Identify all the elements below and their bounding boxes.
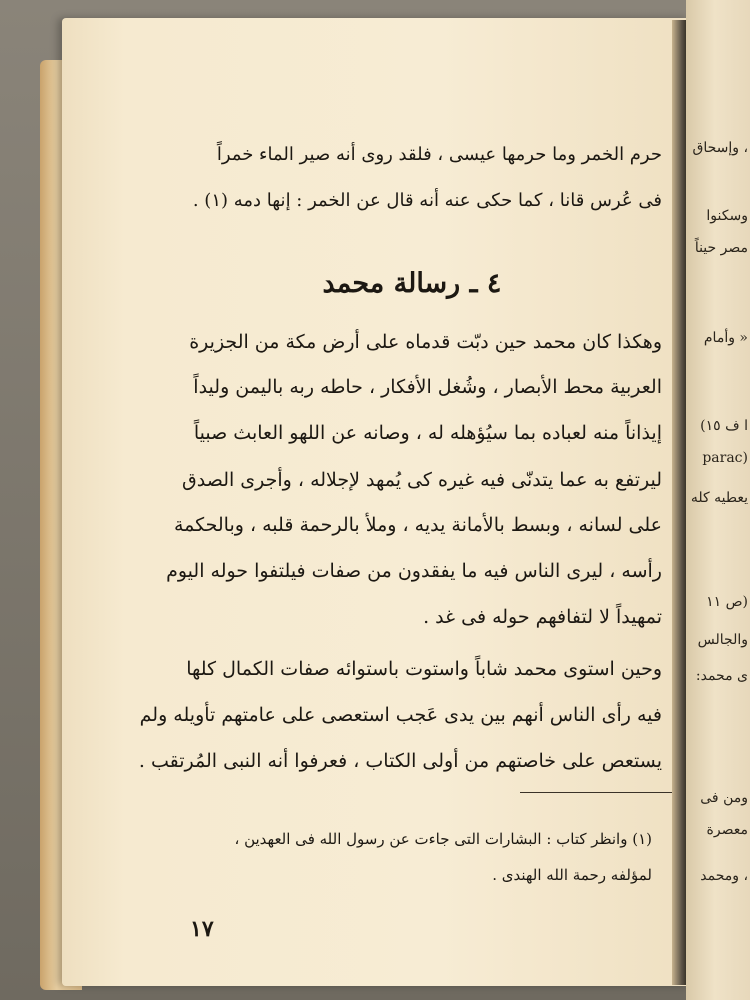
text-line: وهكذا كان محمد حين دبّت قدماه على أرض مكة من الجزيرة	[189, 331, 662, 353]
footnote-line: لمؤلفه رحمة الله الهندى .	[492, 866, 652, 884]
text-line: ليرتفع به عما يتدنّى فيه غيره كى يُمهد لإجلاله ، وأجرى الصدق	[182, 469, 662, 491]
next-page-fragment: معصرة	[706, 822, 748, 838]
next-page-fragment: (ص ١١	[706, 594, 748, 610]
next-page-fragment: وسكنوا	[706, 208, 748, 224]
next-page-fragment: « وأمام	[703, 330, 748, 346]
book-gutter	[672, 20, 686, 985]
next-page-fragment: يعطيه كله	[690, 490, 748, 506]
next-page-fragment: مصر حيناً	[694, 240, 748, 256]
text-line: على لسانه ، وبسط بالأمانة يديه ، وملأ بالرحمة قلبه ، وبالحكمة	[173, 514, 662, 536]
footnote-divider	[520, 792, 680, 793]
next-page-fragment: (parac	[702, 450, 748, 466]
text-line: حرم الخمر وما حرمها عيسى ، فلقد روى أنه صير الماء خمراً	[216, 144, 662, 165]
text-line: إيذاناً منه لعباده بما سيُؤهله له ، وصانه عن اللهو العابث صبياً	[193, 422, 662, 444]
text-line: فيه رأى الناس أنهم بين يدى عَجب استعصى على عامتهم تأويله ولم	[139, 704, 662, 726]
text-line: العربية محط الأبصار ، وشُغل الأفكار ، حاطه ربه باليمن وليداً	[193, 376, 662, 398]
next-page-fragment: والجالس	[697, 632, 748, 648]
text-line: فى عُرس قانا ، كما حكى عنه أنه قال عن الخمر : إنها دمه (١) .	[192, 190, 662, 211]
section-heading: ٤ ـ رسالة محمد	[322, 268, 502, 299]
text-line: وحين استوى محمد شاباً واستوت باستوائه صفات الكمال كلها	[186, 658, 662, 680]
next-page-fragment: ، ومحمد	[700, 868, 748, 884]
next-page-edge	[686, 0, 750, 1000]
text-line: رأسه ، ليرى الناس فيه ما يفقدون من صفات فيلتفوا حوله اليوم	[166, 560, 662, 582]
next-page-fragment: ا ف ١٥)	[700, 418, 748, 434]
text-line: يستعص على خاصتهم من أولى الكتاب ، فعرفوا أنه النبى المُرتقب .	[138, 750, 662, 772]
text-line: تمهيداً لا لتفافهم حوله فى غد .	[423, 606, 662, 628]
footnote-line: (١) وانظر كتاب : البشارات التى جاءت عن رسول الله فى العهدين ،	[234, 830, 652, 848]
next-page-fragment: ومن فى	[700, 790, 748, 806]
book-page	[62, 18, 690, 986]
next-page-fragment: ى محمد:	[695, 668, 748, 684]
next-page-fragment: ، وإسحاق	[692, 140, 748, 156]
page-number: ١٧	[190, 916, 214, 942]
